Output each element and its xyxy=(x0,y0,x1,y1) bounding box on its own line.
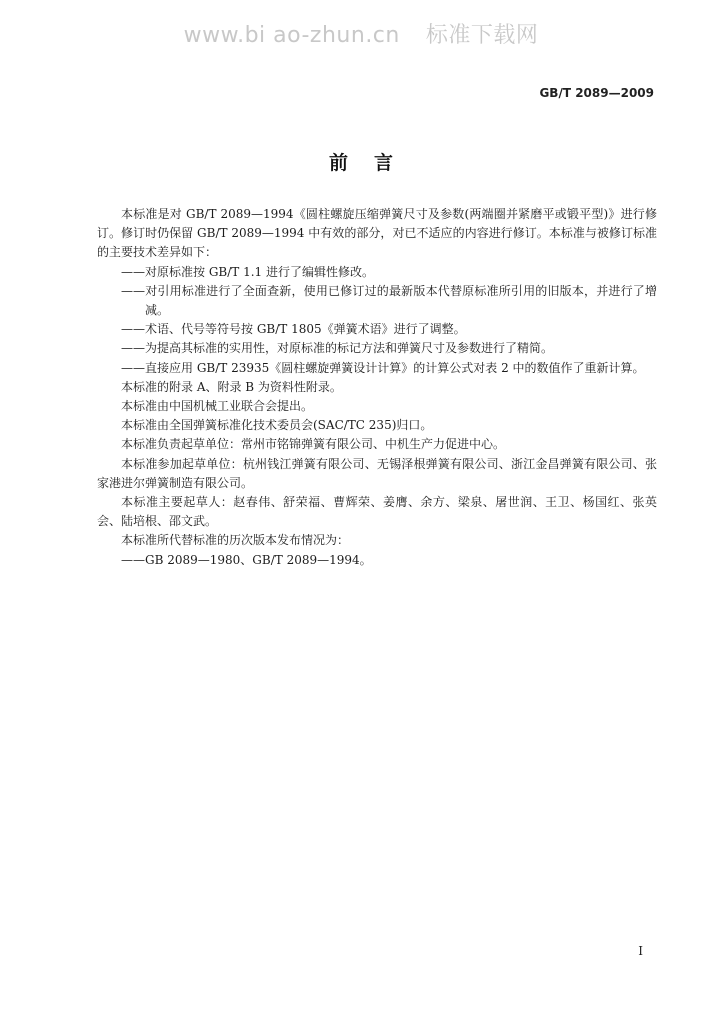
lead-drafter-paragraph: 本标准负责起草单位：常州市铭锦弹簧有限公司、中机生产力促进中心。 xyxy=(121,437,506,452)
history-paragraph: 本标准所代替标准的历次版本发布情况为： xyxy=(121,533,350,548)
foreword-body xyxy=(97,205,657,570)
participating-drafter-paragraph: 本标准参加起草单位：杭州钱江弹簧有限公司、无锡泽根弹簧有限公司、浙江金昌弹簧有限公司、张家港进尔弹簧制造有限公司。 xyxy=(97,456,657,490)
change-item-editorial: ——对原标准按 GB/T 1.1 进行了编辑性修改。 xyxy=(121,264,374,279)
standard-code: GB/T 2089—2009 xyxy=(539,86,654,100)
history-item: ——GB 2089—1980、GB/T 2089—1994。 xyxy=(121,552,372,567)
watermark xyxy=(0,18,722,49)
intro-paragraph: 本标准是对 GB/T 2089—1994《圆柱螺旋压缩弹簧尺寸及参数(两端圈并紧磨平或锻平型)》进行修订。修订时仍保留 GB/T 2089—1994 中有效的部分，对已不适应的内容进行修订。本标准与被修订标准的主要技术差异如下： xyxy=(97,207,657,260)
page-title: 前言 xyxy=(328,152,419,174)
change-item-terms: ——术语、代号等符号按 GB/T 1805《弹簧术语》进行了调整。 xyxy=(121,322,466,337)
change-item-simplification: ——为提高其标准的实用性，对原标准的标记方法和弹簧尺寸及参数进行了精简。 xyxy=(121,341,554,356)
committee-paragraph: 本标准由全国弹簧标准化技术委员会(SAC/TC 235)归口。 xyxy=(121,418,433,433)
annex-paragraph: 本标准的附录 A、附录 B 为资料性附录。 xyxy=(121,379,342,394)
page-number: I xyxy=(638,944,643,958)
proposer-paragraph: 本标准由中国机械工业联合会提出。 xyxy=(121,399,314,414)
drafters-paragraph: 本标准主要起草人：赵春伟、舒荣福、曹辉荣、姜膺、余方、梁泉、屠世润、王卫、杨国红、张英会、陆培根、邵文武。 xyxy=(97,495,657,529)
change-item-references: ——对引用标准进行了全面查新，使用已修订过的最新版本代替原标准所引用的旧版本，并进行了增减。 xyxy=(121,283,657,318)
change-item-recalculation: ——直接应用 GB/T 23935《圆柱螺旋弹簧设计计算》的计算公式对表 2 中的数值作了重新计算。 xyxy=(121,360,645,375)
watermark-site-name: 标准下载网 xyxy=(425,23,539,48)
watermark-url: www.bi ao-zhun.cn xyxy=(183,23,400,48)
